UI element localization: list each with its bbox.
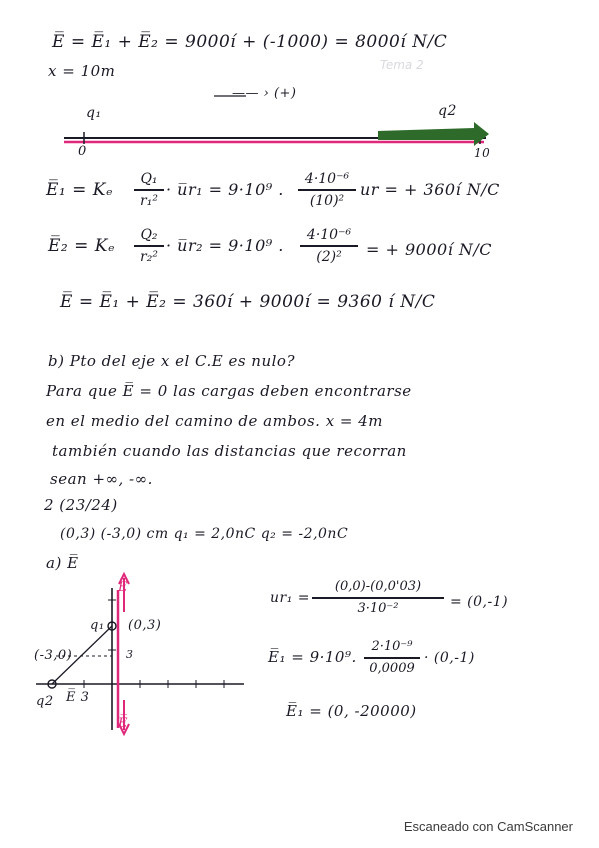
e1-fraction: [134, 170, 164, 210]
problem-2-data: (0,3) (-3,0) cm q₁ = 2,0nC q₂ = -2,0nC: [60, 526, 349, 542]
e2-mid: · u̅r₂ = 9·10⁹ .: [166, 236, 284, 255]
e1-rhs: ur = + 360í N/C: [360, 180, 500, 199]
e1-fraction2-num: 4·10⁻⁶: [304, 171, 350, 187]
e1-fraction-bar: [134, 189, 164, 191]
p2-e1-fraction-num: 2·10⁻⁹: [371, 639, 413, 654]
problem-2-part-a: a) E̅: [46, 554, 79, 572]
question-b: b) Pto del eje x el C.E es nulo?: [48, 352, 295, 370]
e2-fraction2: [300, 226, 358, 266]
axis-end-label: 10: [474, 146, 491, 160]
e2-rhs: = + 9000í N/C: [366, 240, 493, 259]
diag-q2-label: q2: [36, 694, 54, 709]
ur1-rhs: = (0,-1): [450, 594, 509, 610]
e2-fraction-num: Q₂: [140, 227, 158, 243]
p2-e1-fraction: [364, 638, 420, 678]
diag-e-bottom-label: E̅: [118, 716, 128, 731]
e2-fraction2-bar: [300, 245, 358, 247]
e2-fraction-bar: [134, 245, 164, 247]
diag-q1-label: q₁: [90, 618, 105, 633]
e2-fraction-den: r₂²: [140, 248, 158, 265]
answer-b-line1: Para que E̅ = 0 las cargas deben encontrarse: [46, 382, 412, 400]
direction-label: —— › (+): [232, 86, 297, 101]
e1-fraction-den: r₁²: [140, 192, 158, 209]
e1-fraction2: [298, 170, 356, 210]
diag-three-label: 3: [126, 648, 134, 661]
p2-e1-lhs: E̅₁ = 9·10⁹.: [268, 648, 357, 666]
ur1-fraction-den: 3·10⁻²: [357, 600, 399, 616]
p2-e1-fraction-den: 0,0009: [369, 660, 415, 676]
ur1-fraction-bar: [312, 597, 444, 599]
ur1-lhs: ur₁ =: [270, 590, 311, 606]
distance-x: x = 10m: [48, 62, 116, 80]
answer-b-line2: en el medio del camino de ambos. x = 4m: [46, 412, 384, 430]
e2-fraction2-num: 4·10⁻⁶: [306, 227, 352, 243]
e2-fraction2-den: (2)²: [316, 248, 342, 265]
ur1-fraction: [312, 578, 444, 618]
e2-fraction: [134, 226, 164, 266]
diag-point1-label: (0,3): [128, 618, 162, 633]
diag-e-top-label: E̅: [118, 580, 128, 595]
axis-q2-label: q2: [438, 103, 457, 119]
e2-lhs: E̅₂ = Kₑ: [48, 236, 116, 256]
axis-q1-label: q₁: [86, 105, 102, 121]
field-sum: E̅ = E̅₁ + E̅₂ = 360í + 9000í = 9360 í N/C: [60, 292, 436, 312]
answer-b-line3: también cuando las distancias que recorran: [52, 442, 407, 460]
diag-e3-label: E̅ 3: [66, 690, 90, 705]
bleed-through: Tema 2: [380, 58, 424, 72]
p2-e1-result: E̅₁ = (0, -20000): [286, 702, 417, 720]
p2-e1-rhs: · (0,-1): [424, 650, 475, 666]
diag-point2-label: (-3,0): [34, 648, 73, 663]
e1-mid: · u̅r₁ = 9·10⁹ .: [166, 180, 284, 199]
scanner-watermark: Escaneado con CamScanner: [403, 819, 573, 834]
axis-zero-label: 0: [78, 144, 87, 159]
e1-fraction2-den: (10)²: [309, 192, 345, 209]
ur1-fraction-num: (0,0)-(0,0'03): [334, 579, 422, 594]
answer-b-line4: sean +∞, -∞.: [50, 470, 153, 488]
total-field-equation: E̅ = E̅₁ + E̅₂ = 9000í + (-1000) = 8000í N/C: [52, 32, 448, 52]
e1-lhs: E̅₁ = Kₑ: [46, 180, 114, 200]
problem-2-title: 2 (23/24): [44, 496, 118, 514]
p2-e1-fraction-bar: [364, 657, 420, 659]
e1-fraction2-bar: [298, 189, 356, 191]
e1-fraction-num: Q₁: [140, 171, 158, 187]
